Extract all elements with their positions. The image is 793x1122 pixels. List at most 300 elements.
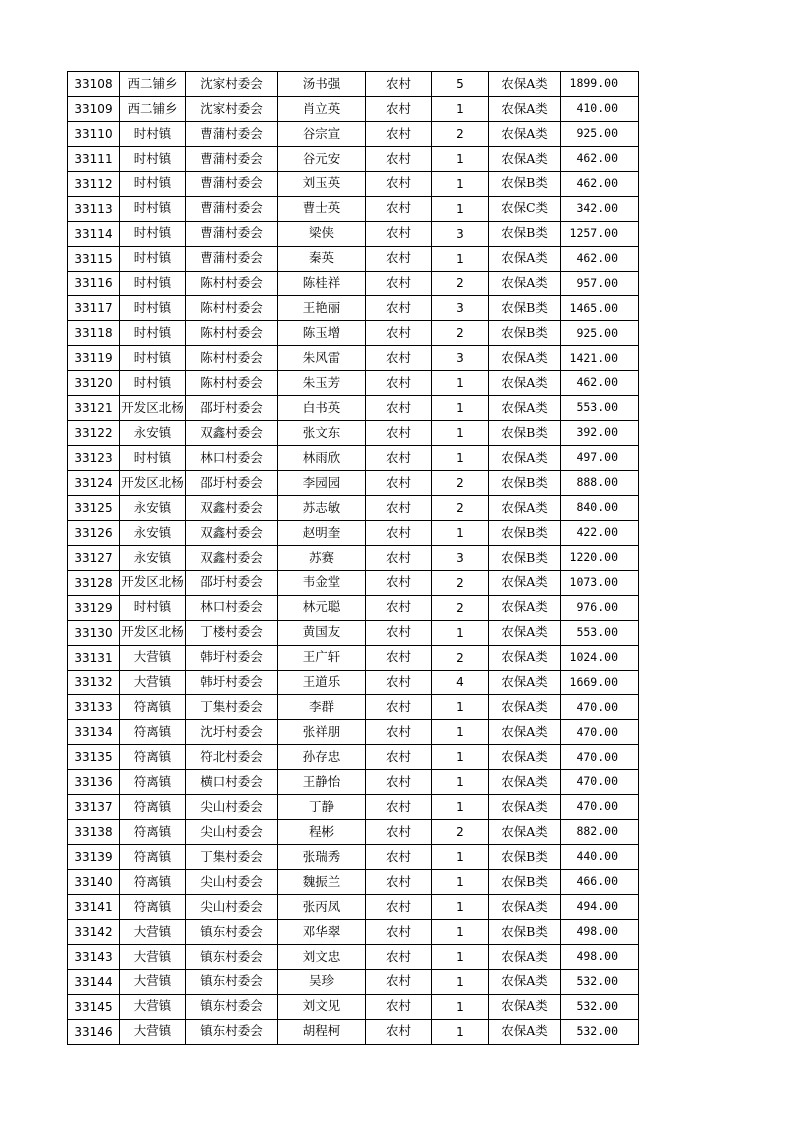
table-row [68, 994, 639, 1019]
record-id-cell: 33110 [68, 121, 120, 146]
village-committee-cell: 尖山村委会 [186, 894, 278, 919]
insurance-category-cell: 农保A类 [489, 720, 561, 745]
household-count-cell: 1 [432, 446, 489, 471]
village-committee-cell: 双鑫村委会 [186, 545, 278, 570]
household-count-cell: 1 [432, 146, 489, 171]
table-row [68, 919, 639, 944]
amount-cell: 1073.00 [561, 570, 639, 595]
person-name-cell: 魏振兰 [278, 870, 366, 895]
household-count-cell: 2 [432, 321, 489, 346]
household-count-cell: 3 [432, 296, 489, 321]
person-name-cell: 王艳丽 [278, 296, 366, 321]
town-cell: 开发区北杨 [120, 570, 186, 595]
insurance-category-cell: 农保B类 [489, 221, 561, 246]
town-cell: 永安镇 [120, 421, 186, 446]
household-count-cell: 2 [432, 820, 489, 845]
amount-cell: 470.00 [561, 720, 639, 745]
village-committee-cell: 曹蒲村委会 [186, 121, 278, 146]
household-count-cell: 1 [432, 171, 489, 196]
amount-cell: 532.00 [561, 1019, 639, 1044]
residence-type-cell: 农村 [366, 545, 432, 570]
insurance-category-cell: 农保B类 [489, 870, 561, 895]
table-row [68, 695, 639, 720]
table-row [68, 221, 639, 246]
person-name-cell: 刘玉英 [278, 171, 366, 196]
record-id-cell: 33131 [68, 645, 120, 670]
record-id-cell: 33139 [68, 845, 120, 870]
amount-cell: 470.00 [561, 745, 639, 770]
household-count-cell: 2 [432, 570, 489, 595]
residence-type-cell: 农村 [366, 321, 432, 346]
insurance-category-cell: 农保B类 [489, 321, 561, 346]
insurance-category-cell: 农保A类 [489, 371, 561, 396]
person-name-cell: 王广轩 [278, 645, 366, 670]
person-name-cell: 陈玉增 [278, 321, 366, 346]
village-committee-cell: 陈村村委会 [186, 271, 278, 296]
amount-cell: 410.00 [561, 96, 639, 121]
person-name-cell: 张丙凤 [278, 894, 366, 919]
person-name-cell: 张瑞秀 [278, 845, 366, 870]
town-cell: 大营镇 [120, 670, 186, 695]
village-committee-cell: 曹蒲村委会 [186, 146, 278, 171]
table-row [68, 421, 639, 446]
record-id-cell: 33118 [68, 321, 120, 346]
record-id-cell: 33137 [68, 795, 120, 820]
record-id-cell: 33132 [68, 670, 120, 695]
town-cell: 永安镇 [120, 495, 186, 520]
person-name-cell: 王道乐 [278, 670, 366, 695]
residence-type-cell: 农村 [366, 196, 432, 221]
person-name-cell: 苏志敏 [278, 495, 366, 520]
table-row [68, 894, 639, 919]
table-row [68, 371, 639, 396]
person-name-cell: 丁静 [278, 795, 366, 820]
amount-cell: 957.00 [561, 271, 639, 296]
village-committee-cell: 丁集村委会 [186, 845, 278, 870]
residence-type-cell: 农村 [366, 72, 432, 97]
table-row [68, 346, 639, 371]
table-row [68, 969, 639, 994]
record-id-cell: 33108 [68, 72, 120, 97]
table-row [68, 745, 639, 770]
village-committee-cell: 曹蒲村委会 [186, 196, 278, 221]
village-committee-cell: 陈村村委会 [186, 346, 278, 371]
insurance-category-cell: 农保A类 [489, 795, 561, 820]
amount-cell: 466.00 [561, 870, 639, 895]
record-id-cell: 33134 [68, 720, 120, 745]
household-count-cell: 1 [432, 720, 489, 745]
amount-cell: 422.00 [561, 520, 639, 545]
person-name-cell: 白书英 [278, 396, 366, 421]
insurance-category-cell: 农保A类 [489, 944, 561, 969]
town-cell: 时村镇 [120, 246, 186, 271]
village-committee-cell: 符北村委会 [186, 745, 278, 770]
amount-cell: 498.00 [561, 944, 639, 969]
village-committee-cell: 韩圩村委会 [186, 645, 278, 670]
village-committee-cell: 林口村委会 [186, 595, 278, 620]
residence-type-cell: 农村 [366, 221, 432, 246]
table-row [68, 246, 639, 271]
person-name-cell: 李园园 [278, 471, 366, 496]
town-cell: 开发区北杨 [120, 471, 186, 496]
record-id-cell: 33112 [68, 171, 120, 196]
amount-cell: 1257.00 [561, 221, 639, 246]
person-name-cell: 秦英 [278, 246, 366, 271]
person-name-cell: 张文东 [278, 421, 366, 446]
town-cell: 时村镇 [120, 146, 186, 171]
record-id-cell: 33130 [68, 620, 120, 645]
town-cell: 大营镇 [120, 645, 186, 670]
town-cell: 时村镇 [120, 171, 186, 196]
amount-cell: 470.00 [561, 770, 639, 795]
record-id-cell: 33109 [68, 96, 120, 121]
household-count-cell: 2 [432, 495, 489, 520]
record-id-cell: 33138 [68, 820, 120, 845]
household-count-cell: 4 [432, 670, 489, 695]
town-cell: 符离镇 [120, 795, 186, 820]
record-id-cell: 33117 [68, 296, 120, 321]
town-cell: 大营镇 [120, 994, 186, 1019]
household-count-cell: 2 [432, 595, 489, 620]
village-committee-cell: 尖山村委会 [186, 870, 278, 895]
table-row [68, 770, 639, 795]
insurance-category-cell: 农保A类 [489, 96, 561, 121]
amount-cell: 392.00 [561, 421, 639, 446]
household-count-cell: 1 [432, 795, 489, 820]
village-committee-cell: 邵圩村委会 [186, 570, 278, 595]
amount-cell: 1421.00 [561, 346, 639, 371]
village-committee-cell: 双鑫村委会 [186, 520, 278, 545]
person-name-cell: 李群 [278, 695, 366, 720]
village-committee-cell: 镇东村委会 [186, 944, 278, 969]
insurance-category-cell: 农保C类 [489, 196, 561, 221]
village-committee-cell: 陈村村委会 [186, 296, 278, 321]
residence-type-cell: 农村 [366, 121, 432, 146]
residence-type-cell: 农村 [366, 595, 432, 620]
record-id-cell: 33144 [68, 969, 120, 994]
town-cell: 永安镇 [120, 520, 186, 545]
residence-type-cell: 农村 [366, 969, 432, 994]
household-count-cell: 1 [432, 870, 489, 895]
insurance-category-cell: 农保B类 [489, 421, 561, 446]
household-count-cell: 1 [432, 396, 489, 421]
table-row [68, 820, 639, 845]
village-committee-cell: 邵圩村委会 [186, 471, 278, 496]
record-id-cell: 33124 [68, 471, 120, 496]
record-id-cell: 33143 [68, 944, 120, 969]
record-id-cell: 33141 [68, 894, 120, 919]
town-cell: 符离镇 [120, 820, 186, 845]
person-name-cell: 吴珍 [278, 969, 366, 994]
residence-type-cell: 农村 [366, 695, 432, 720]
record-id-cell: 33136 [68, 770, 120, 795]
town-cell: 永安镇 [120, 545, 186, 570]
town-cell: 大营镇 [120, 944, 186, 969]
record-id-cell: 33116 [68, 271, 120, 296]
residence-type-cell: 农村 [366, 645, 432, 670]
table-body [68, 72, 639, 1045]
town-cell: 时村镇 [120, 346, 186, 371]
town-cell: 时村镇 [120, 196, 186, 221]
town-cell: 符离镇 [120, 845, 186, 870]
record-id-cell: 33122 [68, 421, 120, 446]
village-committee-cell: 林口村委会 [186, 446, 278, 471]
insurance-category-cell: 农保A类 [489, 446, 561, 471]
residence-type-cell: 农村 [366, 745, 432, 770]
person-name-cell: 朱玉芳 [278, 371, 366, 396]
village-committee-cell: 曹蒲村委会 [186, 246, 278, 271]
household-count-cell: 1 [432, 944, 489, 969]
person-name-cell: 胡程柯 [278, 1019, 366, 1044]
residence-type-cell: 农村 [366, 421, 432, 446]
person-name-cell: 刘文见 [278, 994, 366, 1019]
village-committee-cell: 曹蒲村委会 [186, 221, 278, 246]
insurance-category-cell: 农保A类 [489, 570, 561, 595]
amount-cell: 440.00 [561, 845, 639, 870]
table-row [68, 196, 639, 221]
town-cell: 时村镇 [120, 271, 186, 296]
record-id-cell: 33114 [68, 221, 120, 246]
amount-cell: 497.00 [561, 446, 639, 471]
village-committee-cell: 沈圩村委会 [186, 720, 278, 745]
insurance-category-cell: 农保A类 [489, 146, 561, 171]
residence-type-cell: 农村 [366, 795, 432, 820]
assistance-register-table [67, 71, 639, 1045]
residence-type-cell: 农村 [366, 944, 432, 969]
record-id-cell: 33145 [68, 994, 120, 1019]
village-committee-cell: 镇东村委会 [186, 969, 278, 994]
household-count-cell: 1 [432, 196, 489, 221]
town-cell: 时村镇 [120, 321, 186, 346]
village-committee-cell: 沈家村委会 [186, 72, 278, 97]
amount-cell: 888.00 [561, 471, 639, 496]
residence-type-cell: 农村 [366, 471, 432, 496]
residence-type-cell: 农村 [366, 919, 432, 944]
residence-type-cell: 农村 [366, 146, 432, 171]
insurance-category-cell: 农保A类 [489, 246, 561, 271]
table-row [68, 471, 639, 496]
insurance-category-cell: 农保B类 [489, 520, 561, 545]
person-name-cell: 陈桂祥 [278, 271, 366, 296]
amount-cell: 1669.00 [561, 670, 639, 695]
village-committee-cell: 尖山村委会 [186, 820, 278, 845]
record-id-cell: 33119 [68, 346, 120, 371]
person-name-cell: 肖立英 [278, 96, 366, 121]
record-id-cell: 33127 [68, 545, 120, 570]
village-committee-cell: 邵圩村委会 [186, 396, 278, 421]
household-count-cell: 1 [432, 620, 489, 645]
insurance-category-cell: 农保A类 [489, 770, 561, 795]
residence-type-cell: 农村 [366, 845, 432, 870]
household-count-cell: 3 [432, 346, 489, 371]
amount-cell: 462.00 [561, 146, 639, 171]
amount-cell: 882.00 [561, 820, 639, 845]
table-row [68, 321, 639, 346]
insurance-category-cell: 农保A类 [489, 72, 561, 97]
residence-type-cell: 农村 [366, 570, 432, 595]
table-row [68, 296, 639, 321]
amount-cell: 470.00 [561, 795, 639, 820]
person-name-cell: 谷元安 [278, 146, 366, 171]
town-cell: 西二铺乡 [120, 96, 186, 121]
person-name-cell: 林雨欣 [278, 446, 366, 471]
household-count-cell: 5 [432, 72, 489, 97]
person-name-cell: 韦金堂 [278, 570, 366, 595]
household-count-cell: 1 [432, 894, 489, 919]
residence-type-cell: 农村 [366, 171, 432, 196]
insurance-category-cell: 农保A类 [489, 396, 561, 421]
residence-type-cell: 农村 [366, 1019, 432, 1044]
person-name-cell: 程彬 [278, 820, 366, 845]
table-row [68, 944, 639, 969]
residence-type-cell: 农村 [366, 96, 432, 121]
household-count-cell: 1 [432, 745, 489, 770]
village-committee-cell: 尖山村委会 [186, 795, 278, 820]
record-id-cell: 33121 [68, 396, 120, 421]
household-count-cell: 2 [432, 471, 489, 496]
person-name-cell: 王静怡 [278, 770, 366, 795]
village-committee-cell: 镇东村委会 [186, 994, 278, 1019]
amount-cell: 532.00 [561, 969, 639, 994]
town-cell: 时村镇 [120, 296, 186, 321]
insurance-category-cell: 农保A类 [489, 1019, 561, 1044]
town-cell: 符离镇 [120, 695, 186, 720]
household-count-cell: 1 [432, 1019, 489, 1044]
amount-cell: 925.00 [561, 121, 639, 146]
person-name-cell: 梁侠 [278, 221, 366, 246]
town-cell: 符离镇 [120, 745, 186, 770]
amount-cell: 532.00 [561, 994, 639, 1019]
insurance-category-cell: 农保B类 [489, 545, 561, 570]
town-cell: 大营镇 [120, 919, 186, 944]
record-id-cell: 33128 [68, 570, 120, 595]
town-cell: 大营镇 [120, 1019, 186, 1044]
insurance-category-cell: 农保A类 [489, 994, 561, 1019]
table-row [68, 845, 639, 870]
village-committee-cell: 沈家村委会 [186, 96, 278, 121]
residence-type-cell: 农村 [366, 396, 432, 421]
town-cell: 时村镇 [120, 371, 186, 396]
town-cell: 时村镇 [120, 446, 186, 471]
insurance-category-cell: 农保A类 [489, 670, 561, 695]
insurance-category-cell: 农保A类 [489, 820, 561, 845]
record-id-cell: 33111 [68, 146, 120, 171]
insurance-category-cell: 农保B类 [489, 845, 561, 870]
table-row [68, 171, 639, 196]
town-cell: 开发区北杨 [120, 620, 186, 645]
person-name-cell: 黄国友 [278, 620, 366, 645]
person-name-cell: 邓华翠 [278, 919, 366, 944]
household-count-cell: 2 [432, 271, 489, 296]
residence-type-cell: 农村 [366, 770, 432, 795]
amount-cell: 976.00 [561, 595, 639, 620]
table-row [68, 645, 639, 670]
amount-cell: 1024.00 [561, 645, 639, 670]
insurance-category-cell: 农保A类 [489, 695, 561, 720]
insurance-category-cell: 农保A类 [489, 745, 561, 770]
person-name-cell: 汤书强 [278, 72, 366, 97]
record-id-cell: 33126 [68, 520, 120, 545]
village-committee-cell: 双鑫村委会 [186, 421, 278, 446]
table-row [68, 595, 639, 620]
person-name-cell: 张祥朋 [278, 720, 366, 745]
amount-cell: 494.00 [561, 894, 639, 919]
residence-type-cell: 农村 [366, 495, 432, 520]
insurance-category-cell: 农保B类 [489, 171, 561, 196]
amount-cell: 470.00 [561, 695, 639, 720]
person-name-cell: 孙存忠 [278, 745, 366, 770]
record-id-cell: 33123 [68, 446, 120, 471]
insurance-category-cell: 农保B类 [489, 296, 561, 321]
table-row [68, 72, 639, 97]
person-name-cell: 刘文忠 [278, 944, 366, 969]
town-cell: 西二铺乡 [120, 72, 186, 97]
insurance-category-cell: 农保A类 [489, 271, 561, 296]
town-cell: 符离镇 [120, 870, 186, 895]
residence-type-cell: 农村 [366, 870, 432, 895]
amount-cell: 925.00 [561, 321, 639, 346]
town-cell: 符离镇 [120, 770, 186, 795]
residence-type-cell: 农村 [366, 296, 432, 321]
household-count-cell: 1 [432, 969, 489, 994]
table-row [68, 570, 639, 595]
amount-cell: 1465.00 [561, 296, 639, 321]
table-row [68, 396, 639, 421]
person-name-cell: 谷宗宣 [278, 121, 366, 146]
household-count-cell: 1 [432, 845, 489, 870]
household-count-cell: 3 [432, 545, 489, 570]
residence-type-cell: 农村 [366, 894, 432, 919]
table-row [68, 545, 639, 570]
insurance-category-cell: 农保A类 [489, 894, 561, 919]
table-row [68, 720, 639, 745]
insurance-category-cell: 农保A类 [489, 595, 561, 620]
table-row [68, 520, 639, 545]
village-committee-cell: 陈村村委会 [186, 321, 278, 346]
record-id-cell: 33115 [68, 246, 120, 271]
residence-type-cell: 农村 [366, 446, 432, 471]
table-row [68, 96, 639, 121]
person-name-cell: 林元聪 [278, 595, 366, 620]
insurance-category-cell: 农保A类 [489, 346, 561, 371]
household-count-cell: 1 [432, 520, 489, 545]
table-row [68, 870, 639, 895]
record-id-cell: 33120 [68, 371, 120, 396]
household-count-cell: 2 [432, 121, 489, 146]
residence-type-cell: 农村 [366, 670, 432, 695]
record-id-cell: 33133 [68, 695, 120, 720]
village-committee-cell: 丁楼村委会 [186, 620, 278, 645]
record-id-cell: 33140 [68, 870, 120, 895]
household-count-cell: 1 [432, 994, 489, 1019]
household-count-cell: 1 [432, 371, 489, 396]
person-name-cell: 苏赛 [278, 545, 366, 570]
household-count-cell: 1 [432, 96, 489, 121]
village-committee-cell: 镇东村委会 [186, 1019, 278, 1044]
town-cell: 大营镇 [120, 969, 186, 994]
town-cell: 时村镇 [120, 121, 186, 146]
village-committee-cell: 丁集村委会 [186, 695, 278, 720]
household-count-cell: 2 [432, 645, 489, 670]
residence-type-cell: 农村 [366, 271, 432, 296]
town-cell: 开发区北杨 [120, 396, 186, 421]
insurance-category-cell: 农保A类 [489, 121, 561, 146]
table-row [68, 271, 639, 296]
table-row [68, 1019, 639, 1044]
person-name-cell: 赵明奎 [278, 520, 366, 545]
amount-cell: 462.00 [561, 371, 639, 396]
amount-cell: 462.00 [561, 246, 639, 271]
